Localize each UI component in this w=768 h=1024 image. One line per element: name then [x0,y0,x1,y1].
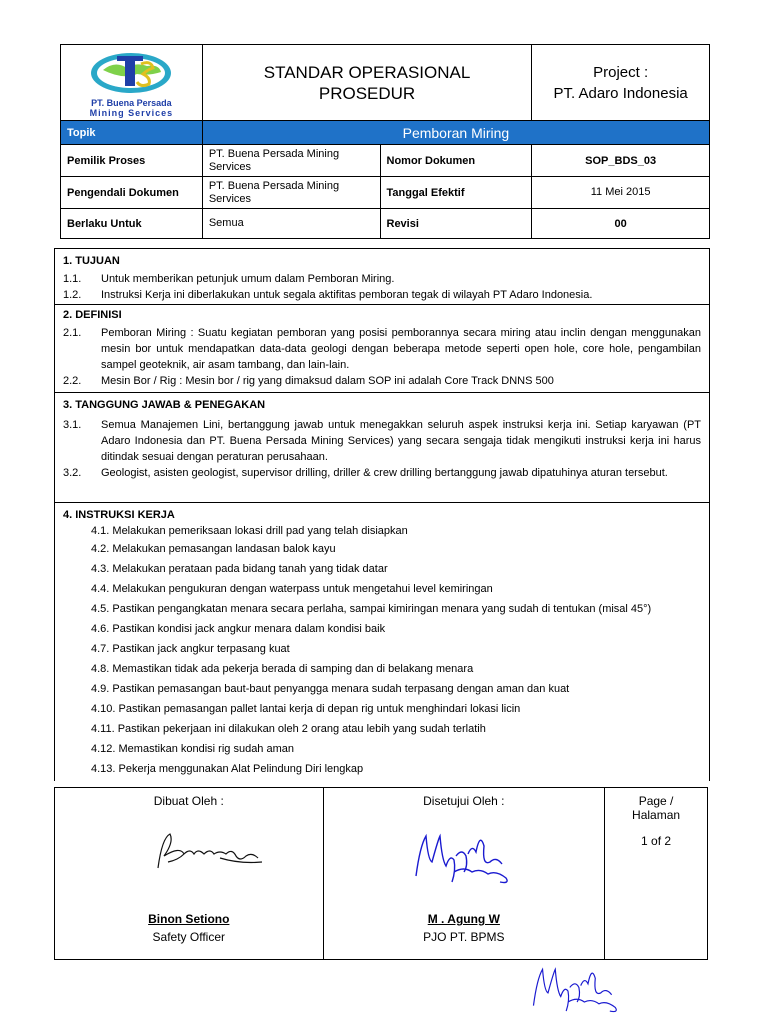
logo-text-line2: Mining Services [89,107,174,118]
section-instruksi-kerja [55,503,709,781]
item-number: 2.2. [63,375,82,387]
project-value: PT. Adaro Indonesia [553,84,688,102]
nomor-dokumen-label: Nomor Dokumen [380,145,532,177]
signature-binon [150,828,270,874]
revisi-label: Revisi [380,209,532,239]
tanggal-efektif-label: Tanggal Efektif [380,177,532,209]
project-label: Project : [593,63,649,81]
instruksi-item: 4.3. Melakukan perataan pada bidang tanah yang tidak datar [91,563,388,575]
item-text: Untuk memberikan petunjuk umum dalam Pemboran Miring. [101,273,395,285]
item-text: Geologist, asisten geologist, supervisor drilling, driller & crew drilling bertanggung jawab dipatuhinya aturan tersebut. [101,467,668,479]
document-title [202,45,531,121]
tanggal-efektif-value: 11 Mei 2015 [532,177,710,209]
instruksi-item: 4.1. Melakukan pemeriksaan lokasi drill pad yang telah disiapkan [91,525,408,537]
section-title: 1. TUJUAN [63,255,120,267]
disetujui-oleh-cell [323,788,605,960]
section-tujuan [55,249,709,305]
page-number: 1 of 2 [641,834,672,848]
instruksi-item: 4.9. Pastikan pemasangan baut-baut penyangga menara sudah terpasang dengan aman dan kuat [91,683,570,695]
document-header-table [60,44,710,239]
topik-value: Pemboran Miring [202,121,709,145]
item-number: 3.2. [63,467,82,479]
pengendali-dokumen-value: PT. Buena Persada Mining Services [202,177,380,209]
disetujui-oleh-name: M . Agung W [427,912,500,926]
instruksi-item: 4.2. Melakukan pemasangan landasan balok kayu [91,543,336,555]
company-logo [89,50,173,96]
item-text: Mesin Bor / Rig : Mesin bor / rig yang dimaksud dalam SOP ini adalah Core Track DNNS 500 [101,375,554,387]
pemilik-proses-label: Pemilik Proses [61,145,203,177]
disetujui-oleh-label: Disetujui Oleh : [423,794,505,808]
item-text: Pemboran Miring : Suatu kegiatan pemboran yang posisi pemborannya secara miring atau inclin dengan menggunakan mesin bor untuk mendapatkan data-data geologi dengan beberapa metode seperti open hole, core hole, pengambilan sampel geoteknik, air asam tambang, dan lain-lain. [101,327,701,371]
instruksi-item: 4.10. Pastikan pemasangan pallet lantai kerja di depan rig untuk menghindari lokasi licin [91,703,521,715]
document-body [54,248,710,781]
pengendali-dokumen-label: Pengendali Dokumen [61,177,203,209]
logo-text-line1: PT. Buena Persada [91,97,172,108]
project-cell [532,45,710,121]
instruksi-item: 4.13. Pekerja menggunakan Alat Pelindung Diri lengkap [91,763,364,775]
logo-cell [61,45,203,121]
topik-label: Topik [61,121,203,145]
dibuat-oleh-cell [55,788,324,960]
item-text: Semua Manajemen Lini, bertanggung jawab untuk menegakkan seluruh aspek instruksi kerja ini. Setiap karyawan (PT Adaro Indonesia dan PT. Buena Persada Mining Services) yang secara sengaja tidak mengikuti instruksi kerja ini harus ditindak sesuai dengan peraturan perusahaan. [101,419,701,463]
berlaku-untuk-value: Semua [202,209,380,239]
instruksi-item: 4.5. Pastikan pengangkatan menara secara perlaha, sampai kimiringan menara yang sudah di tentukan (misal 45°) [91,603,652,615]
page-cell [605,788,708,960]
item-number: 1.2. [63,289,82,301]
page-label-line2: Halaman [632,808,681,822]
item-number: 2.1. [63,327,82,339]
signature-agung [410,826,520,896]
pemilik-proses-value: PT. Buena Persada Mining Services [202,145,380,177]
section-title: 4. INSTRUKSI KERJA [63,509,175,521]
berlaku-untuk-label: Berlaku Untuk [61,209,203,239]
instruksi-item: 4.8. Memastikan tidak ada pekerja berada di samping dan di belakang menara [91,663,474,675]
extra-signature [528,960,628,1024]
title-line2: PROSEDUR [318,83,416,103]
dibuat-oleh-name: Binon Setiono [148,912,230,926]
instruksi-item: 4.12. Memastikan kondisi rig sudah aman [91,743,294,755]
instruksi-item: 4.4. Melakukan pengukuran dengan waterpass untuk mengetahui level kemiringan [91,583,493,595]
nomor-dokumen-value: SOP_BDS_03 [532,145,710,177]
section-title: 2. DEFINISI [63,309,122,321]
section-definisi [55,305,709,393]
item-number: 1.1. [63,273,82,285]
item-text: Instruksi Kerja ini diberlakukan untuk segala aktifitas pemboran tegak di wilayah PT Adaro Indonesia. [101,289,593,301]
instruksi-item: 4.11. Pastikan pekerjaan ini dilakukan oleh 2 orang atau lebih yang sudah terlatih [91,723,486,735]
section-title: 3. TANGGUNG JAWAB & PENEGAKAN [63,399,266,411]
item-number: 3.1. [63,419,82,431]
disetujui-oleh-role: PJO PT. BPMS [423,930,505,944]
title-line1: STANDAR OPERASIONAL [263,62,471,82]
instruksi-item: 4.7. Pastikan jack angkur terpasang kuat [91,643,290,655]
dibuat-oleh-label: Dibuat Oleh : [153,794,224,808]
instruksi-item: 4.6. Pastikan kondisi jack angkur menara dalam kondisi baik [91,623,386,635]
dibuat-oleh-role: Safety Officer [152,930,226,944]
page-label-line1: Page / [638,794,674,808]
section-tanggung-jawab [55,393,709,503]
signature-table [54,787,708,960]
revisi-value: 00 [532,209,710,239]
